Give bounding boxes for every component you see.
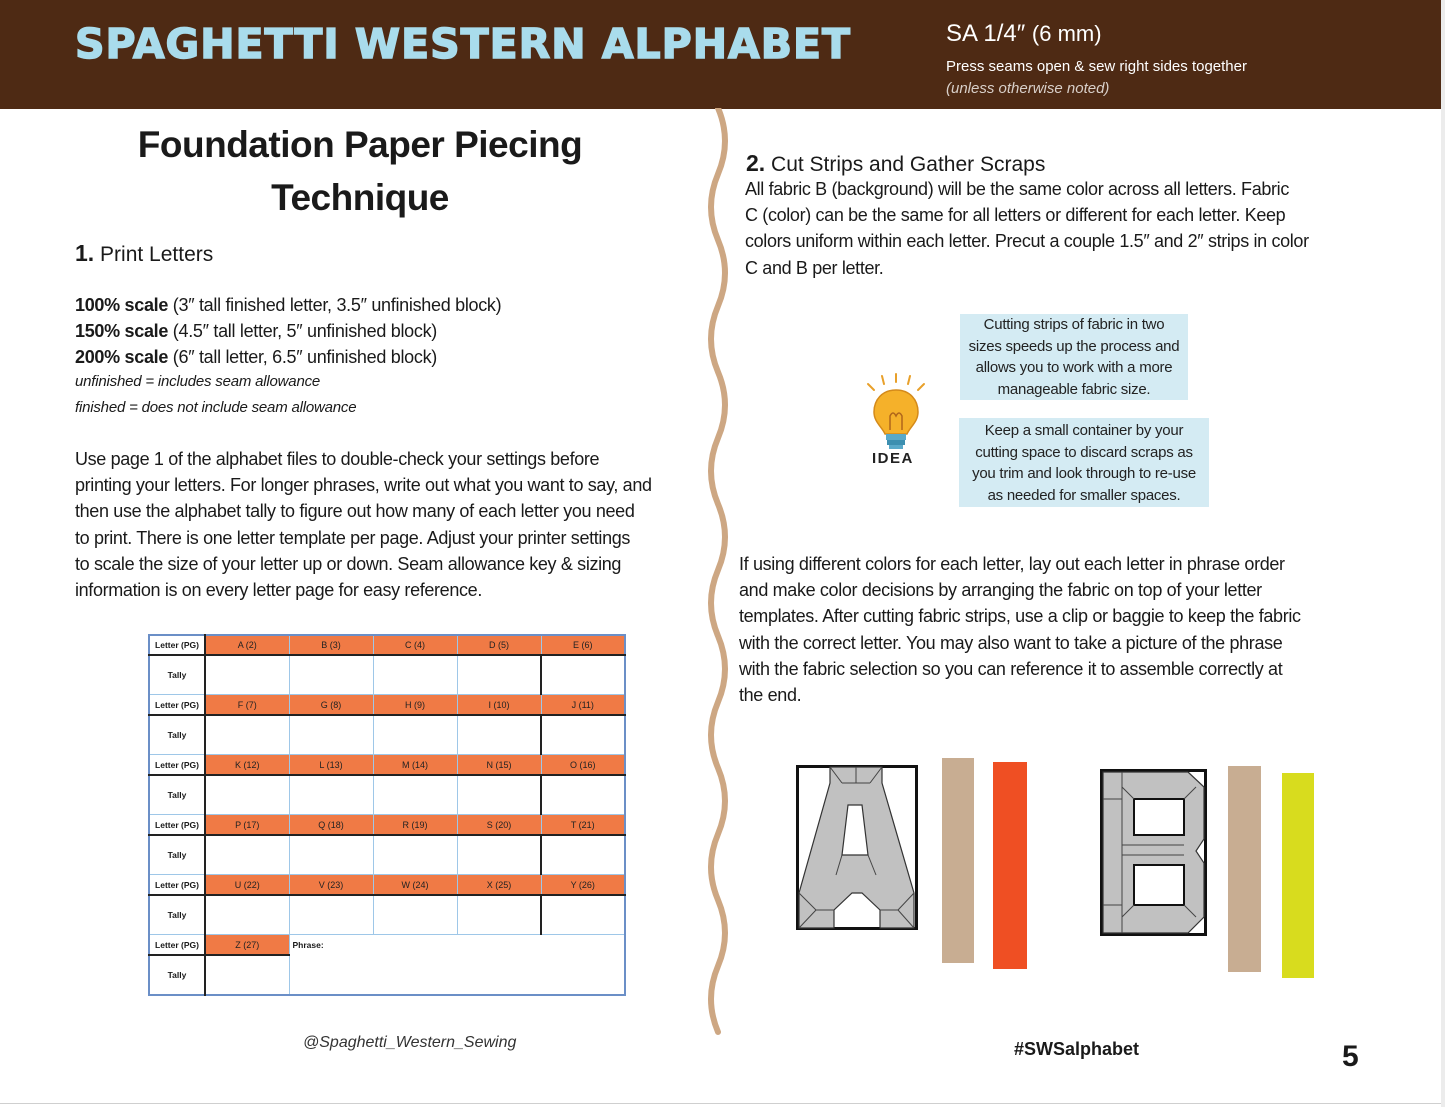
tally-cell [541,715,625,755]
letter-cell: D (5) [457,635,541,655]
page-edge [1441,0,1445,1107]
scale-100: 100% scale (3″ tall finished letter, 3.5″ unfinished block) [75,295,502,315]
seam-allowance: SA 1/4″ (6 mm) [946,20,1102,47]
letter-pg-label: Letter (PG) [149,875,205,895]
tally-label: Tally [149,895,205,935]
tally-cell [289,655,373,695]
page-title: Foundation Paper Piecing Technique [137,124,583,218]
print-instructions: Use page 1 of the alphabet files to double-check your settings before printing your letters. For longer phrases, write out what you want to say, and then use the alphabet tally to figure out how many of each letter you need to print. There is one letter template per page. Adjust your printer settings to scale the size of your letter up or down. Seam allowance key & sizing information is on every letter page for easy reference. [75,449,652,601]
letter-cell: V (23) [289,875,373,895]
tally-cell [289,835,373,875]
letter-pg-label: Letter (PG) [149,695,205,715]
letter-cell: R (19) [373,815,457,835]
tally-cell [541,655,625,695]
color-fabric-strip [1282,773,1314,978]
letter-cell: A (2) [205,635,289,655]
tally-cell [373,835,457,875]
background-fabric-strip [1228,766,1261,972]
letter-cell: F (7) [205,695,289,715]
header-banner [0,0,1441,109]
tally-cell [457,775,541,815]
tally-cell [541,895,625,935]
letter-pg-label: Letter (PG) [149,755,205,775]
letter-cell: L (13) [289,755,373,775]
phrase-cell: Phrase: [289,935,625,995]
tally-cell [373,895,457,935]
page-number: 5 [1342,1040,1359,1073]
tally-label: Tally [149,715,205,755]
letter-cell: C (4) [373,635,457,655]
tally-cell [205,895,289,935]
social-handle: @Spaghetti_Western_Sewing [303,1034,517,1051]
wavy-divider [700,108,740,1038]
tally-cell [205,775,289,815]
section-2-heading: 2. Cut Strips and Gather Scraps [746,150,1046,176]
tally-cell [289,715,373,755]
press-instruction: Press seams open & sew right sides together [946,58,1247,75]
letter-cell: Q (18) [289,815,373,835]
tip-cutting-strips: Cutting strips of fabric in two sizes speeds up the process and allows you to work with a more manageable fabric size. [960,314,1188,400]
letter-cell: J (11) [541,695,625,715]
note-finished: finished = does not include seam allowance [75,399,357,416]
tally-cell [205,655,289,695]
letter-cell: H (9) [373,695,457,715]
letter-pg-label: Letter (PG) [149,815,205,835]
scale-200: 200% scale (6″ tall letter, 6.5″ unfinished block) [75,347,437,367]
tally-cell [205,955,289,995]
tally-cell [457,655,541,695]
hashtag: #SWSalphabet [1014,1039,1140,1059]
tally-cell [373,655,457,695]
letter-a-template [796,765,918,930]
tally-cell [373,715,457,755]
section-1-heading: 1. Print Letters [75,240,214,266]
letter-b-template [1100,769,1207,936]
letter-cell: B (3) [289,635,373,655]
letter-cell: T (21) [541,815,625,835]
tally-cell [457,715,541,755]
letter-cell: E (6) [541,635,625,655]
letter-pg-label: Letter (PG) [149,635,205,655]
tip-scrap-container: Keep a small container by your cutting space to discard scraps as you trim and look through to re-use as needed for smaller spaces. [959,418,1209,507]
tally-cell [457,835,541,875]
tally-cell [205,835,289,875]
alphabet-tally-table [148,634,626,996]
letter-cell: W (24) [373,875,457,895]
strips-instructions: All fabric B (background) will be the same color across all letters. Fabric C (color) can be the same for all letters or different for each letter. Keep colors uniform within each letter. Precut a couple 1.5″ and 2″ strips in color C and B per letter. [745,179,1309,278]
tally-cell [205,715,289,755]
letter-cell: P (17) [205,815,289,835]
banner-title: SPAGHETTI WESTERN ALPHABET [75,20,851,68]
tally-cell [289,775,373,815]
letter-cell: U (22) [205,875,289,895]
tally-label: Tally [149,955,205,995]
tally-cell [541,835,625,875]
tally-label: Tally [149,655,205,695]
letter-cell: G (8) [289,695,373,715]
letter-cell: O (16) [541,755,625,775]
idea-label: IDEA [872,450,914,467]
letter-cell: Z (27) [205,935,289,955]
tally-label: Tally [149,835,205,875]
tally-cell [373,775,457,815]
tally-cell [289,895,373,935]
letter-cell: X (25) [457,875,541,895]
letter-pg-label: Letter (PG) [149,935,205,955]
background-fabric-strip [942,758,974,963]
letter-cell: I (10) [457,695,541,715]
color-fabric-strip [993,762,1027,969]
color-layout-instructions: If using different colors for each letter, lay out each letter in phrase order and make color decisions by arranging the fabric on top of your letter templates. After cutting fabric strips, use a clip or baggie to keep the fabric with the correct letter. You may also want to take a picture of the phrase with the fabric selection so you can reference it to assemble correctly at the end. [739,554,1301,706]
tally-cell [457,895,541,935]
letter-cell: S (20) [457,815,541,835]
press-note: (unless otherwise noted) [946,80,1110,97]
bottom-rule [0,1103,1445,1104]
letter-cell: Y (26) [541,875,625,895]
tally-cell [541,775,625,815]
scale-150: 150% scale (4.5″ tall letter, 5″ unfinished block) [75,321,437,341]
note-unfinished: unfinished = includes seam allowance [75,373,321,390]
letter-cell: N (15) [457,755,541,775]
letter-cell: K (12) [205,755,289,775]
tally-label: Tally [149,775,205,815]
letter-cell: M (14) [373,755,457,775]
